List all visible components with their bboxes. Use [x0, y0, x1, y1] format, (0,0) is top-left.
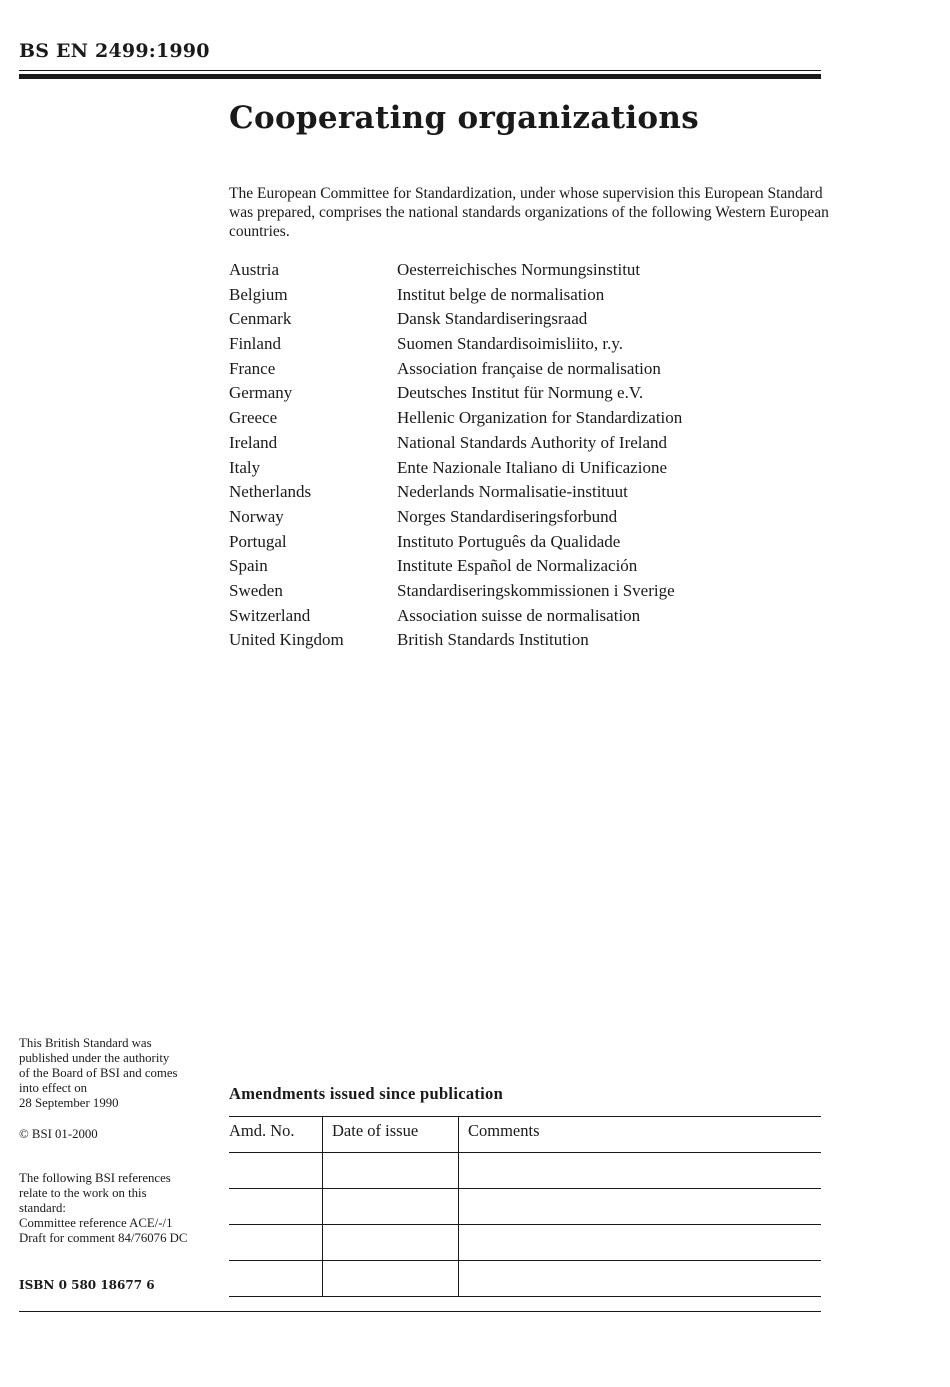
organization-list	[229, 258, 682, 653]
organization-row	[229, 406, 682, 431]
organization-name: National Standards Authority of Ireland	[397, 432, 668, 452]
document-id: BS EN 2499:1990	[19, 40, 210, 62]
organization-row	[229, 505, 682, 530]
amendment-row	[229, 1189, 821, 1225]
organization-country: Italy	[229, 457, 261, 477]
copyright-note	[19, 1127, 219, 1142]
organization-row	[229, 357, 682, 382]
amendments-header-row	[229, 1117, 821, 1153]
amendment-row	[229, 1261, 821, 1297]
amendment-row	[229, 1225, 821, 1261]
amendment-cell	[229, 1189, 323, 1225]
organization-country: Austria	[229, 260, 280, 279]
organization-country: Cenmark	[229, 309, 292, 329]
isbn-text: ISBN 0 580 18677 6	[19, 1278, 155, 1292]
organization-name: Dansk Standardiseringsraad	[397, 309, 588, 329]
organization-name: Institut belge de normalisation	[397, 284, 605, 304]
organization-country: United Kingdom	[229, 630, 344, 650]
page-title: Cooperating organizations	[229, 100, 699, 136]
amendment-cell	[229, 1153, 323, 1189]
organization-country: France	[229, 358, 276, 378]
organization-country: Netherlands	[229, 482, 312, 502]
bsi-references	[19, 1171, 219, 1246]
amendment-cell	[459, 1225, 822, 1261]
organization-name: Hellenic Organization for Standardization	[397, 408, 683, 428]
organization-country: Ireland	[229, 432, 278, 452]
organization-name: Nederlands Normalisatie-instituut	[397, 482, 628, 502]
organization-row	[229, 307, 682, 332]
amendment-cell	[459, 1189, 822, 1225]
publication-note-text: This British Standard was published under the authority of the Board of BSI and comes into effect on 28 September 1990	[19, 1036, 178, 1110]
amendment-cell	[323, 1225, 459, 1261]
organization-name: British Standards Institution	[397, 630, 589, 650]
organization-row	[229, 431, 682, 456]
organization-name: Ente Nazionale Italiano di Unificazione	[397, 457, 667, 477]
amendment-cell	[459, 1261, 822, 1297]
organization-row	[229, 381, 682, 406]
organization-name: Norges Standardiseringsforbund	[397, 506, 618, 526]
organization-country: Sweden	[229, 580, 283, 600]
organization-row	[229, 579, 682, 604]
organization-country: Germany	[229, 383, 293, 403]
header-rule-thin	[19, 70, 821, 71]
amendment-cell	[229, 1225, 323, 1261]
publication-note	[19, 1036, 219, 1111]
organization-country: Switzerland	[229, 605, 311, 625]
organization-row	[229, 628, 682, 653]
footer-rule	[19, 1311, 821, 1312]
organization-name: Instituto Português da Qualidade	[397, 531, 621, 551]
organization-row	[229, 530, 682, 555]
organization-name: Oesterreichisches Normungsinstitut	[397, 260, 641, 279]
amendment-cell	[229, 1261, 323, 1297]
organization-row	[229, 604, 682, 629]
organization-name: Deutsches Institut für Normung e.V.	[397, 383, 644, 403]
organization-country: Spain	[229, 556, 268, 576]
organization-country: Finland	[229, 334, 281, 354]
copyright-text: © BSI 01-2000	[19, 1127, 98, 1141]
column-header-date-of-issue: Date of issue	[323, 1117, 459, 1153]
bsi-references-text: The following BSI references relate to the work on this standard: Committee reference ACE/-/1 Draft for comment 84/76076 DC	[19, 1171, 188, 1245]
organization-name: Standardiseringskommissionen i Sverige	[397, 580, 675, 600]
organization-name: Suomen Standardisoimisliito, r.y.	[397, 334, 624, 354]
intro-paragraph: The European Committee for Standardization, under whose supervision this European Standard was prepared, comprises the national standards organizations of the following Western European countries.	[229, 185, 829, 240]
organization-row	[229, 283, 682, 308]
amendment-row	[229, 1153, 821, 1189]
organization-name: Association française de normalisation	[397, 358, 661, 378]
organization-country: Belgium	[229, 284, 288, 304]
amendments-title: Amendments issued since publication	[229, 1084, 504, 1103]
amendment-cell	[323, 1153, 459, 1189]
organization-name: Institute Español de Normalización	[397, 556, 638, 576]
isbn	[19, 1278, 219, 1293]
amendment-cell	[459, 1153, 822, 1189]
organization-country: Greece	[229, 408, 278, 428]
amendments-table	[229, 1116, 821, 1297]
organization-country: Norway	[229, 506, 284, 526]
organization-row	[229, 258, 682, 283]
organization-country: Portugal	[229, 531, 287, 551]
organization-name: Association suisse de normalisation	[397, 605, 641, 625]
header-rule-thick	[19, 74, 821, 79]
organization-row	[229, 332, 682, 357]
amendment-cell	[323, 1189, 459, 1225]
amendment-cell	[323, 1261, 459, 1297]
column-header-comments: Comments	[459, 1117, 822, 1153]
column-header-amd-no: Amd. No.	[229, 1117, 323, 1153]
organization-row	[229, 456, 682, 481]
organization-row	[229, 480, 682, 505]
organization-row	[229, 554, 682, 579]
